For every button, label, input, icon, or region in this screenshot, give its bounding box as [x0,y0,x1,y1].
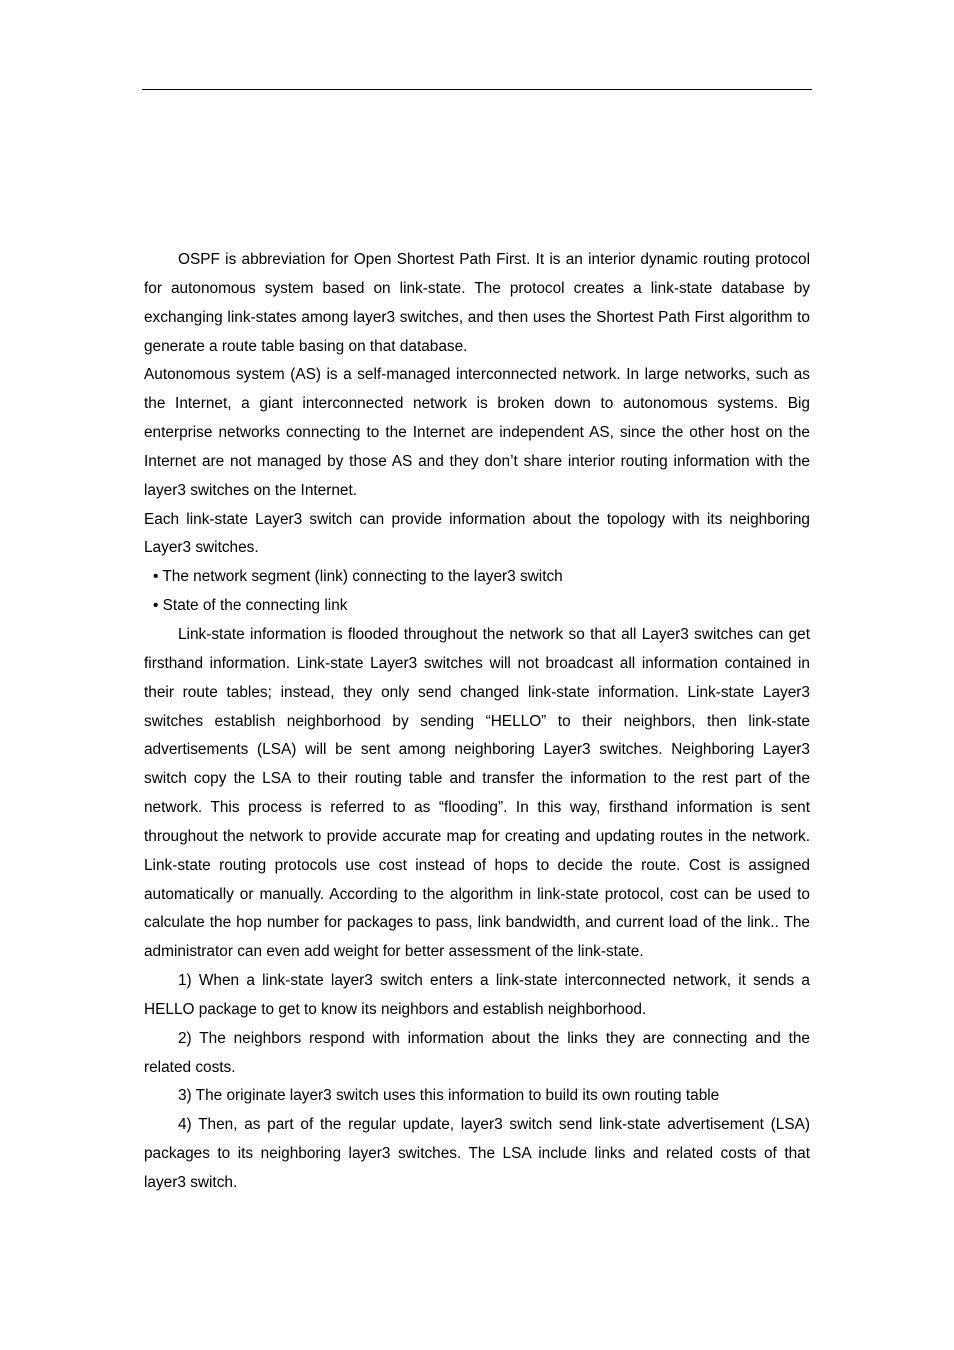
step-3: 3) The originate layer3 switch uses this information to build its own routing table [178,1087,720,1105]
bullet-link-state: • State of the connecting link [153,597,348,615]
step-1: 1) When a link-state layer3 switch enters a link-state interconnected network, it sends a HELLO package to get to know its neighbors and establish neighborhood. [144,972,810,1018]
paragraph-link-state-topology: Each link-state Layer3 switch can provide information about the topology with its neighboring Layer3 switches. [144,510,810,557]
bullet-network-segment: • The network segment (link) connecting to the layer3 switch [153,568,563,586]
paragraph-ospf-intro: OSPF is abbreviation for Open Shortest Path First. It is an interior dynamic routing protocol for autonomous system based on link-state. The protocol creates a link-state database by exchanging link-states among layer3 switches, and then uses the Shortest Path First algorithm to generate a route table basing on that database. [144,251,810,355]
document-body [144,246,810,1198]
paragraph-autonomous-system: Autonomous system (AS) is a self-managed interconnected network. In large networks, such as the Internet, a giant interconnected network is broken down to autonomous systems. Big enterprise networks connecting to the Internet are independent AS, since the other host on the Internet are not managed by those AS and they don’t share interior routing information with the layer3 switches on the Internet. [144,366,810,499]
header-rule [142,89,812,90]
step-2: 2) The neighbors respond with information about the links they are connecting and the related costs. [144,1029,810,1076]
paragraph-flooding: Link-state information is flooded throughout the network so that all Layer3 switches can get firsthand information. Link-state Layer3 switches will not broadcast all information contained in their route tables; instead, they only send changed link-state information. Link-state Layer3 switches establish neighborhood by sending “HELLO” to their neighbors, then link-state advertisements (LSA) will be sent among neighboring Layer3 switches. Neighboring Layer3 switch copy the LSA to their routing table and transfer the information to the rest part of the network. This process is referred to as “flooding”. In this way, firsthand information is sent throughout the network to provide accurate map for creating and updating routes in the network. Link-state routing protocols use cost instead of hops to decide the route. Cost is assigned automatically or manually. According to the algorithm in link-state protocol, cost can be used to calculate the hop number for packages to pass, link bandwidth, and current load of the link.. The administrator can even add weight for better assessment of the link-state. [144,625,810,961]
step-4: 4) Then, as part of the regular update, layer3 switch send link-state advertisement (LSA) packages to its neighboring layer3 switches. The LSA include links and related costs of that layer3 switch. [144,1116,810,1191]
